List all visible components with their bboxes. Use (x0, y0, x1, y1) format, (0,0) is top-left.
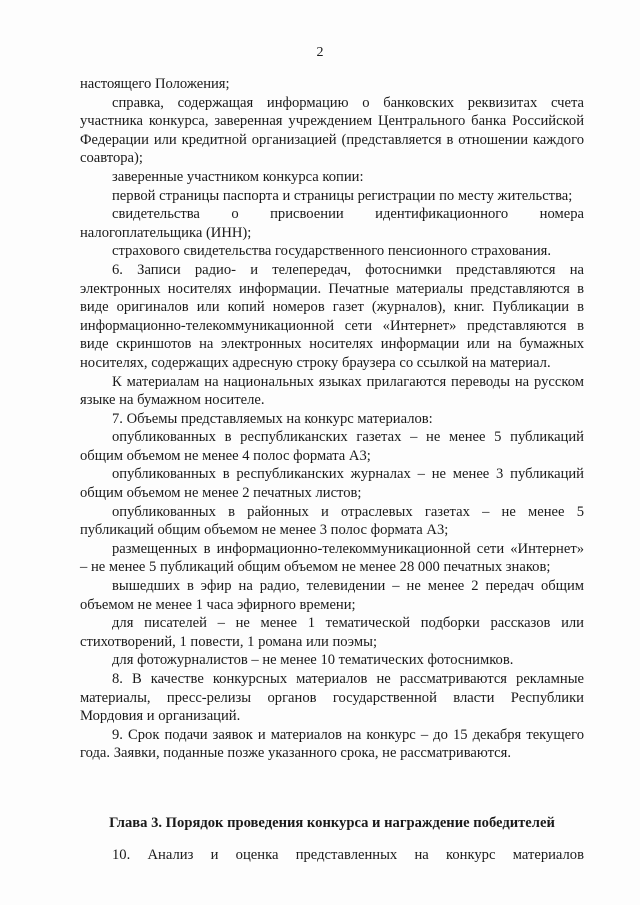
paragraph-republic-journals: опубликованных в республиканских журналах – не менее 3 публикаций общим объемом не менее 2 печатных листов; (80, 466, 584, 502)
paragraph-passport: первой страницы паспорта и страницы регистрации по месту жительства; (112, 187, 573, 204)
paragraph-radio-tv: вышедших в эфир на радио, телевидении – не менее 2 передач общим объемом не менее 1 часа эфирного времени; (80, 578, 584, 613)
paragraph-writers: для писателей – не менее 1 тематической подборки рассказов или стихотворений, 1 повести, 1 романа или поэмы; (80, 615, 584, 650)
paragraph-item-6: 6. Записи радио- и телепередач, фотоснимки представляются на электронных носителях информации. Печатные материалы представляются в виде оригиналов или копий номеров газет (журналов), книг. Публикации в информационно-телекоммуникационной сети «Интернет» представляются в виде скриншотов на электронных носителях информации или на бумажных носителях, содержащих адресную строку браузера со ссылкой на материал. (80, 261, 584, 371)
paragraph-continuation: настоящего Положения; (80, 76, 230, 92)
chapter-heading: Глава 3. Порядок проведения конкурса и награждение победителей (109, 815, 555, 831)
body-text (80, 75, 584, 763)
paragraph-photojournalists: для фотожурналистов – не менее 10 тематических фотоснимков. (112, 652, 514, 669)
paragraph-pension: страхового свидетельства государственного пенсионного страхования. (112, 243, 551, 260)
paragraph-copies-intro: заверенные участником конкурса копии: (112, 168, 364, 185)
paragraph-item-8: 8. В качестве конкурсных материалов не рассматриваются рекламные материалы, пресс-релизы органов государственной власти Республики Мордовия и организаций. (80, 671, 584, 725)
paragraph-bank-details: справка, содержащая информацию о банковских реквизитах счета участника конкурса, заверенная учреждением Центрального банка Российской Федерации или кредитной организацией (представляется в отношении каждого соавтора); (80, 94, 584, 167)
paragraph-item-10: 10. Анализ и оценка представленных на конкурс материалов (112, 847, 584, 863)
paragraph-translations: К материалам на национальных языках прилагаются переводы на русском языке на бумажном носителе. (80, 373, 584, 409)
page-number: 2 (316, 45, 324, 60)
paragraph-inn: свидетельства о присвоении идентификационного номера налогоплательщика (ИНН); (80, 206, 584, 241)
paragraph-item-9: 9. Срок подачи заявок и материалов на конкурс – до 15 декабря текущего года. Заявки, поданные позже указанного срока, не рассматриваются. (80, 726, 584, 762)
paragraph-republic-newspapers: опубликованных в республиканских газетах – не менее 5 публикаций общим объемом не менее 4 полос формата А3; (80, 429, 584, 464)
paragraph-district-newspapers: опубликованных в районных и отраслевых газетах – не менее 5 публикаций общим объемом не менее 3 полос формата А3; (80, 503, 584, 539)
paragraph-internet: размещенных в информационно-телекоммуникационной сети «Интернет» – не менее 5 публикаций общим объемом не менее 28 000 печатных знаков; (80, 540, 584, 576)
paragraph-item-7: 7. Объемы представляемых на конкурс материалов: (112, 410, 433, 427)
